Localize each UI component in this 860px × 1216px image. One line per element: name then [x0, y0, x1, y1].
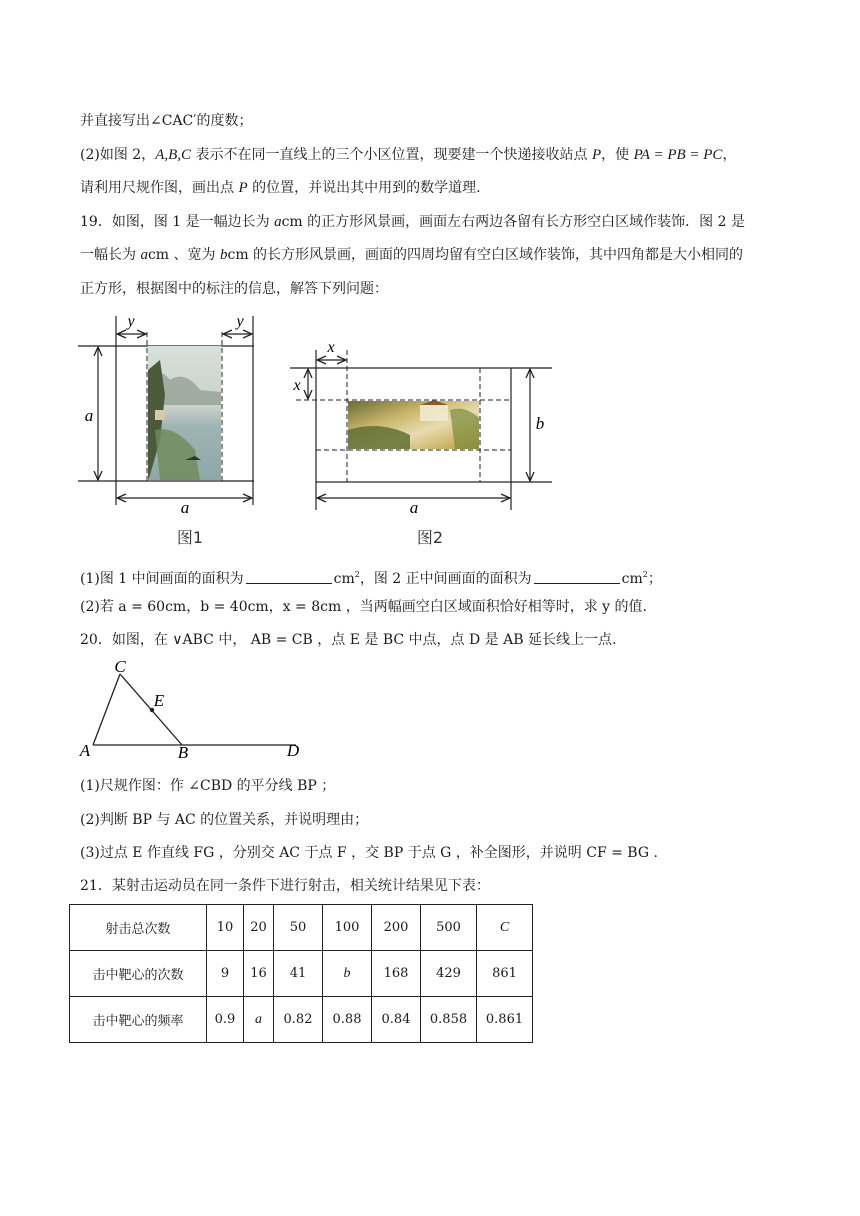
text-seg: 20．如图，在 ∨ABC 中， AB = CB ，点 E 是 BC 中点，点 D 是 AB 延长线上一点. — [80, 632, 617, 648]
superscript: 2 — [354, 570, 360, 579]
q19-line3 — [80, 280, 388, 298]
table-row — [70, 905, 533, 951]
q20-line1 — [80, 631, 616, 649]
math-equation: PA = PB = PC — [633, 147, 723, 163]
fig1-label-y1: y — [127, 313, 135, 330]
table-cell: 0.9 — [207, 997, 244, 1043]
table-cell: 16 — [244, 951, 274, 997]
table-cell: 20 — [244, 905, 274, 951]
fig2-label-b: b — [535, 414, 545, 433]
text-seg: (1)图 1 中间画面的面积为 — [80, 571, 244, 587]
math-a: a — [140, 247, 148, 263]
table-cell — [477, 905, 533, 951]
table-cell — [323, 951, 372, 997]
table-cell: 41 — [274, 951, 323, 997]
fig2-label-x-left: x — [293, 377, 301, 394]
point-E-label: E — [153, 691, 165, 710]
text-seg: ， — [722, 147, 737, 163]
q19-figures — [0, 310, 860, 555]
table-cell: 429 — [421, 951, 477, 997]
q18-part2-line2 — [80, 179, 481, 197]
math-P: P — [591, 147, 602, 163]
point-B-label: B — [177, 743, 189, 760]
text-seg: 19．如图，图 1 是一幅边长为 — [80, 214, 275, 230]
table-row — [70, 951, 533, 997]
table-cell: 9 — [207, 951, 244, 997]
text-seg: (2)如图 2， — [80, 147, 156, 163]
q19-part2 — [80, 598, 647, 616]
table-cell: 0.858 — [421, 997, 477, 1043]
text-seg: 正方形，根据图中的标注的信息，解答下列问题： — [80, 281, 388, 297]
answer-blank-2[interactable] — [534, 570, 620, 584]
table-cell: 168 — [372, 951, 421, 997]
table-cell: 击中靶心的次数 — [70, 951, 207, 997]
unit: cm — [333, 571, 355, 587]
q19-line2 — [80, 246, 743, 264]
text-seg: 一幅长为 — [80, 247, 141, 263]
text-seg: (3)过点 E 作直线 FG ，分别交 AC 于点 F ，交 BP 于点 G ，补全图形，并说明 CF = BG . — [80, 845, 658, 861]
point-C-label: C — [114, 657, 126, 676]
text-seg: ，图 2 正中间画面的面积为 — [359, 571, 532, 587]
text-seg: cm 的长方形风景画，画面的四周均留有空白区域作装饰，其中四角都是大小相同的 — [227, 247, 744, 263]
text-seg: 的位置，并说出其中用到的数学道理. — [247, 180, 481, 196]
q18-part2-line1 — [80, 146, 736, 164]
fig2-label-a: a — [409, 498, 419, 517]
q20-part2 — [80, 811, 368, 829]
figure-2 — [290, 339, 552, 547]
table-cell: 500 — [421, 905, 477, 951]
table-cell: 0.82 — [274, 997, 323, 1043]
table-cell: 100 — [323, 905, 372, 951]
text-seg: 21．某射击运动员在同一条件下进行射击，相关统计结果见下表： — [80, 878, 490, 894]
fig1-label-y2: y — [236, 313, 244, 330]
table-cell: 10 — [207, 905, 244, 951]
math-points: A,B,C — [155, 147, 192, 163]
table-cell: 0.84 — [372, 997, 421, 1043]
q20-part3 — [80, 844, 658, 862]
text-seg: (2)若 a = 60cm，b = 40cm，x = 8cm ，当两幅画空白区域面积恰好相等时，求 y 的值. — [80, 599, 647, 615]
fig1-label-a-left: a — [84, 406, 94, 425]
answer-blank-1[interactable] — [246, 570, 332, 584]
table-cell: 200 — [372, 905, 421, 951]
fig1-caption: 图1 — [176, 528, 204, 547]
text-seg: 请利用尺规作图，画出点 — [80, 180, 239, 196]
unit: cm — [621, 571, 643, 587]
text-seg: cm 、宽为 — [147, 247, 220, 263]
q19-part1 — [80, 566, 662, 588]
math-b: b — [219, 247, 228, 263]
math-a: a — [274, 214, 282, 230]
q20-part1 — [80, 777, 335, 795]
table-cell: 射击总次数 — [70, 905, 207, 951]
fig2-caption: 图2 — [416, 528, 444, 547]
q18-continuation — [80, 112, 252, 130]
point-D-label: D — [286, 741, 300, 760]
q19-line1 — [80, 213, 745, 231]
text-seg: ，使 — [601, 147, 634, 163]
text-seg: 表示不在同一直线上的三个小区位置，现要建一个快递接收站点 — [191, 147, 592, 163]
fig2-label-x-top: x — [327, 339, 335, 356]
superscript: 2 — [642, 570, 648, 579]
table-cell: 50 — [274, 905, 323, 951]
q20-triangle-figure — [70, 655, 320, 760]
table-cell: 0.88 — [323, 997, 372, 1043]
math-a: a — [255, 1011, 262, 1027]
math-b: b — [343, 965, 351, 981]
text-seg: (2)判断 BP 与 AC 的位置关系，并说明理由； — [80, 812, 369, 828]
math-P: P — [238, 180, 248, 196]
math-C: C — [499, 919, 510, 935]
text-seg: ； — [647, 571, 662, 587]
q18-cont-text: 并直接写出∠CAC′的度数； — [80, 113, 253, 129]
q21-intro — [80, 877, 490, 895]
shooting-stats-table — [69, 904, 533, 1043]
figure-1 — [78, 313, 254, 547]
text-seg: cm 的正方形风景画，画面左右两边各留有长方形空白区域作装饰．图 2 是 — [281, 214, 745, 230]
table-row — [70, 997, 533, 1043]
table-cell: 0.861 — [477, 997, 533, 1043]
table-cell — [244, 997, 274, 1043]
table-cell: 击中靶心的频率 — [70, 997, 207, 1043]
text-seg: (1)尺规作图：作 ∠CBD 的平分线 BP ； — [80, 778, 336, 794]
point-A-label: A — [79, 741, 91, 760]
table-cell: 861 — [477, 951, 533, 997]
fig1-label-a-bottom: a — [180, 498, 190, 517]
